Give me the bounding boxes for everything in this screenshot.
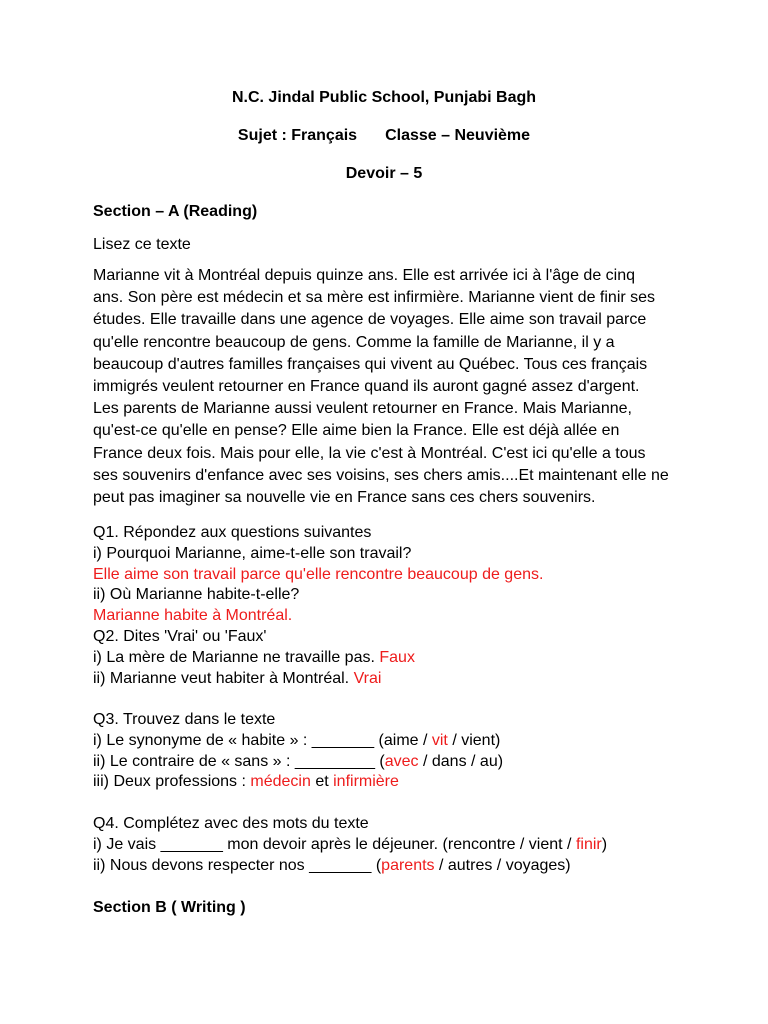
passage-line: peut pas imaginer sa nouvelle vie en France sans ces chers souvenirs. (93, 489, 596, 507)
question-4 (93, 814, 683, 876)
q3-i-answer: vit (431, 731, 448, 749)
q4-i-suffix: ) (601, 835, 608, 853)
q4-i-prefix: i) Je vais _______ mon devoir après le déjeuner. (rencontre / vient / (93, 835, 576, 853)
subject: Sujet : Français (237, 127, 358, 144)
q1-title: Q1. Répondez aux questions suivantes (93, 524, 372, 541)
q2-i-text: i) La mère de Marianne ne travaille pas. (93, 648, 380, 666)
q3-ii-prefix: ii) Le contraire de « sans » : _________ ( (93, 752, 385, 770)
q1-i-answer: Elle aime son travail parce qu'elle rencontre beaucoup de gens. (93, 565, 544, 583)
school-name: N.C. Jindal Public School, Punjabi Bagh (231, 89, 537, 106)
q1-ii-question: ii) Où Marianne habite-t-elle? (93, 586, 300, 604)
q4-ii-prefix: ii) Nous devons respecter nos _______ ( (93, 856, 382, 874)
q3-ii (93, 752, 683, 773)
passage-line: études. Elle travaille dans une agence de voyages. Elle aime son travail parce (93, 311, 647, 329)
reading-passage (93, 265, 683, 509)
q3-ii-suffix: / dans / au) (418, 752, 504, 770)
subject-class-line (0, 126, 768, 146)
passage-line: qu'elle rencontre beaucoup de gens. Comme la famille de Marianne, il y a (93, 333, 615, 351)
passage-line: ans. Son père est médecin et sa mère est infirmière. Marianne vient de finir ses (93, 289, 656, 307)
q2-ii (93, 669, 683, 690)
q1-i-question: i) Pourquoi Marianne, aime-t-elle son travail? (93, 544, 412, 562)
q3-iii-answer-2: infirmière (333, 773, 399, 791)
q4-i (93, 835, 683, 856)
q4-ii-suffix: / autres / voyages) (434, 856, 571, 874)
q2-title: Q2. Dites 'Vrai' ou 'Faux' (93, 628, 267, 645)
reading-instruction: Lisez ce texte (93, 236, 191, 253)
question-1 (93, 523, 683, 627)
q3-i-prefix: i) Le synonyme de « habite » : _______ (aime / (93, 731, 432, 749)
question-2 (93, 627, 683, 689)
q3-title: Q3. Trouvez dans le texte (93, 711, 276, 728)
q3-iii (93, 772, 683, 793)
q2-i-answer: Faux (379, 648, 415, 666)
q2-ii-answer: Vrai (353, 669, 382, 687)
question-3 (93, 710, 683, 793)
passage-line: Marianne vit à Montréal depuis quinze ans. Elle est arrivée ici à l'âge de cinq (93, 267, 636, 284)
q4-title: Q4. Complétez avec des mots du texte (93, 815, 369, 832)
passage-line: France deux fois. Mais pour elle, la vie c'est à Montréal. C'est ici qu'elle a tous (93, 444, 646, 462)
q4-i-answer: finir (575, 835, 602, 853)
q3-i (93, 731, 683, 752)
passage-line: beaucoup d'autres familles françaises qui vivent au Québec. Tous ces français (93, 355, 648, 373)
passage-line: immigrés veulent retourner en France quand ils auront gagné assez d'argent. (93, 378, 640, 396)
q3-iii-mid: et (310, 773, 334, 791)
q4-ii-answer: parents (381, 856, 435, 874)
passage-line: qu'est-ce qu'elle en pense? Elle aime bien la France. Elle est déjà allée en (93, 422, 620, 440)
q3-iii-answer-1: médecin (250, 773, 311, 791)
section-a-title: Section – A (Reading) (93, 203, 258, 220)
class-level: Classe – Neuvième (385, 127, 531, 144)
q3-iii-prefix: iii) Deux professions : (93, 773, 251, 791)
section-b-title: Section B ( Writing ) (93, 899, 246, 916)
q4-ii (93, 856, 683, 877)
q1-ii-answer: Marianne habite à Montréal. (93, 607, 293, 625)
passage-line: ses souvenirs d'enfance avec ses voisins, ses chers amis....Et maintenant elle ne (93, 466, 669, 484)
q3-i-suffix: / vient) (447, 731, 501, 749)
passage-line: Les parents de Marianne aussi veulent retourner en France. Mais Marianne, (93, 400, 632, 418)
q2-i (93, 648, 683, 669)
q3-ii-answer: avec (384, 752, 419, 770)
q2-ii-text: ii) Marianne veut habiter à Montréal. (93, 669, 354, 687)
assignment-title: Devoir – 5 (345, 165, 423, 182)
